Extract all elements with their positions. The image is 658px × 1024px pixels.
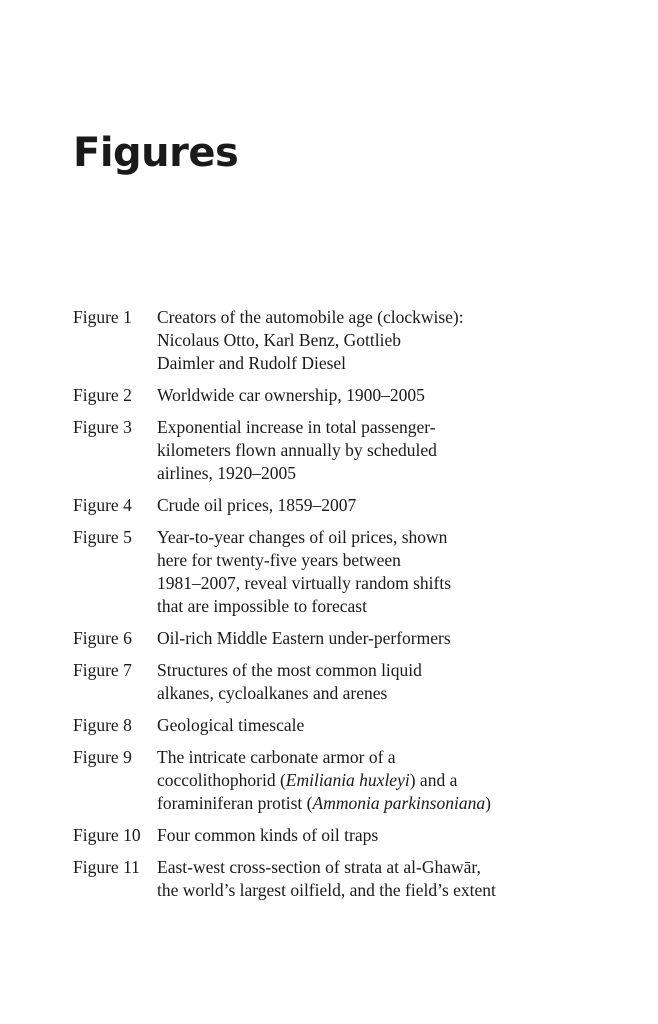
figure-label: Figure 1 xyxy=(73,307,132,327)
list-item-figure-7 xyxy=(73,659,543,705)
figure-caption: Four common kinds of oil traps xyxy=(157,825,379,845)
figure-caption: Geological timescale xyxy=(157,715,305,735)
figure-caption: Creators of the automobile age (clockwise): Nicolaus Otto, Karl Benz, Gottlieb Daimler and Rudolf Diesel xyxy=(157,307,464,373)
figure-caption: East-west cross-section of strata at al-Ghawār, the world’s largest oilfield, and the field’s extent xyxy=(157,857,496,900)
list-item-figure-2 xyxy=(73,384,543,407)
figure-caption: Worldwide car ownership, 1900–2005 xyxy=(157,385,425,405)
figure-label: Figure 11 xyxy=(73,857,140,877)
list-item-figure-8 xyxy=(73,714,543,737)
figure-caption: Structures of the most common liquid alkanes, cycloalkanes and arenes xyxy=(157,660,422,703)
page-title: Figures xyxy=(73,130,239,176)
list-item-figure-4 xyxy=(73,494,543,517)
figure-label: Figure 3 xyxy=(73,417,132,437)
figure-label: Figure 4 xyxy=(73,495,132,515)
figure-list xyxy=(73,306,543,911)
caption-text: The intricate carbonate armor of a xyxy=(157,747,396,767)
caption-text: ) and a xyxy=(409,770,458,790)
list-item-figure-1 xyxy=(73,306,543,375)
species-name: Emiliania huxleyi xyxy=(285,770,410,790)
figure-label: Figure 9 xyxy=(73,747,132,767)
list-item-figure-10 xyxy=(73,824,543,847)
list-item-figure-5 xyxy=(73,526,543,618)
figure-label: Figure 6 xyxy=(73,628,132,648)
figure-label: Figure 10 xyxy=(73,825,141,845)
figure-caption: Oil-rich Middle Eastern under-performers xyxy=(157,628,451,648)
caption-text: ) xyxy=(485,793,491,813)
figure-label: Figure 5 xyxy=(73,527,132,547)
figure-caption xyxy=(157,746,543,815)
figure-label: Figure 8 xyxy=(73,715,132,735)
list-item-figure-6 xyxy=(73,627,543,650)
caption-text: foraminiferan protist ( xyxy=(157,793,313,813)
list-item-figure-9 xyxy=(73,746,543,815)
figure-caption: Crude oil prices, 1859–2007 xyxy=(157,495,357,515)
species-name: Ammonia parkinsoniana xyxy=(312,793,486,813)
figure-label: Figure 2 xyxy=(73,385,132,405)
figure-caption: Year-to-year changes of oil prices, shown here for twenty-five years between 1981–2007, reveal virtually random shifts that are impossible to forecast xyxy=(157,527,452,616)
figure-label: Figure 7 xyxy=(73,660,132,680)
list-item-figure-11 xyxy=(73,856,543,902)
list-item-figure-3 xyxy=(73,416,543,485)
caption-text: coccolithophorid ( xyxy=(157,770,286,790)
figure-caption: Exponential increase in total passenger- kilometers flown annually by scheduled airlines, 1920–2005 xyxy=(157,417,437,483)
